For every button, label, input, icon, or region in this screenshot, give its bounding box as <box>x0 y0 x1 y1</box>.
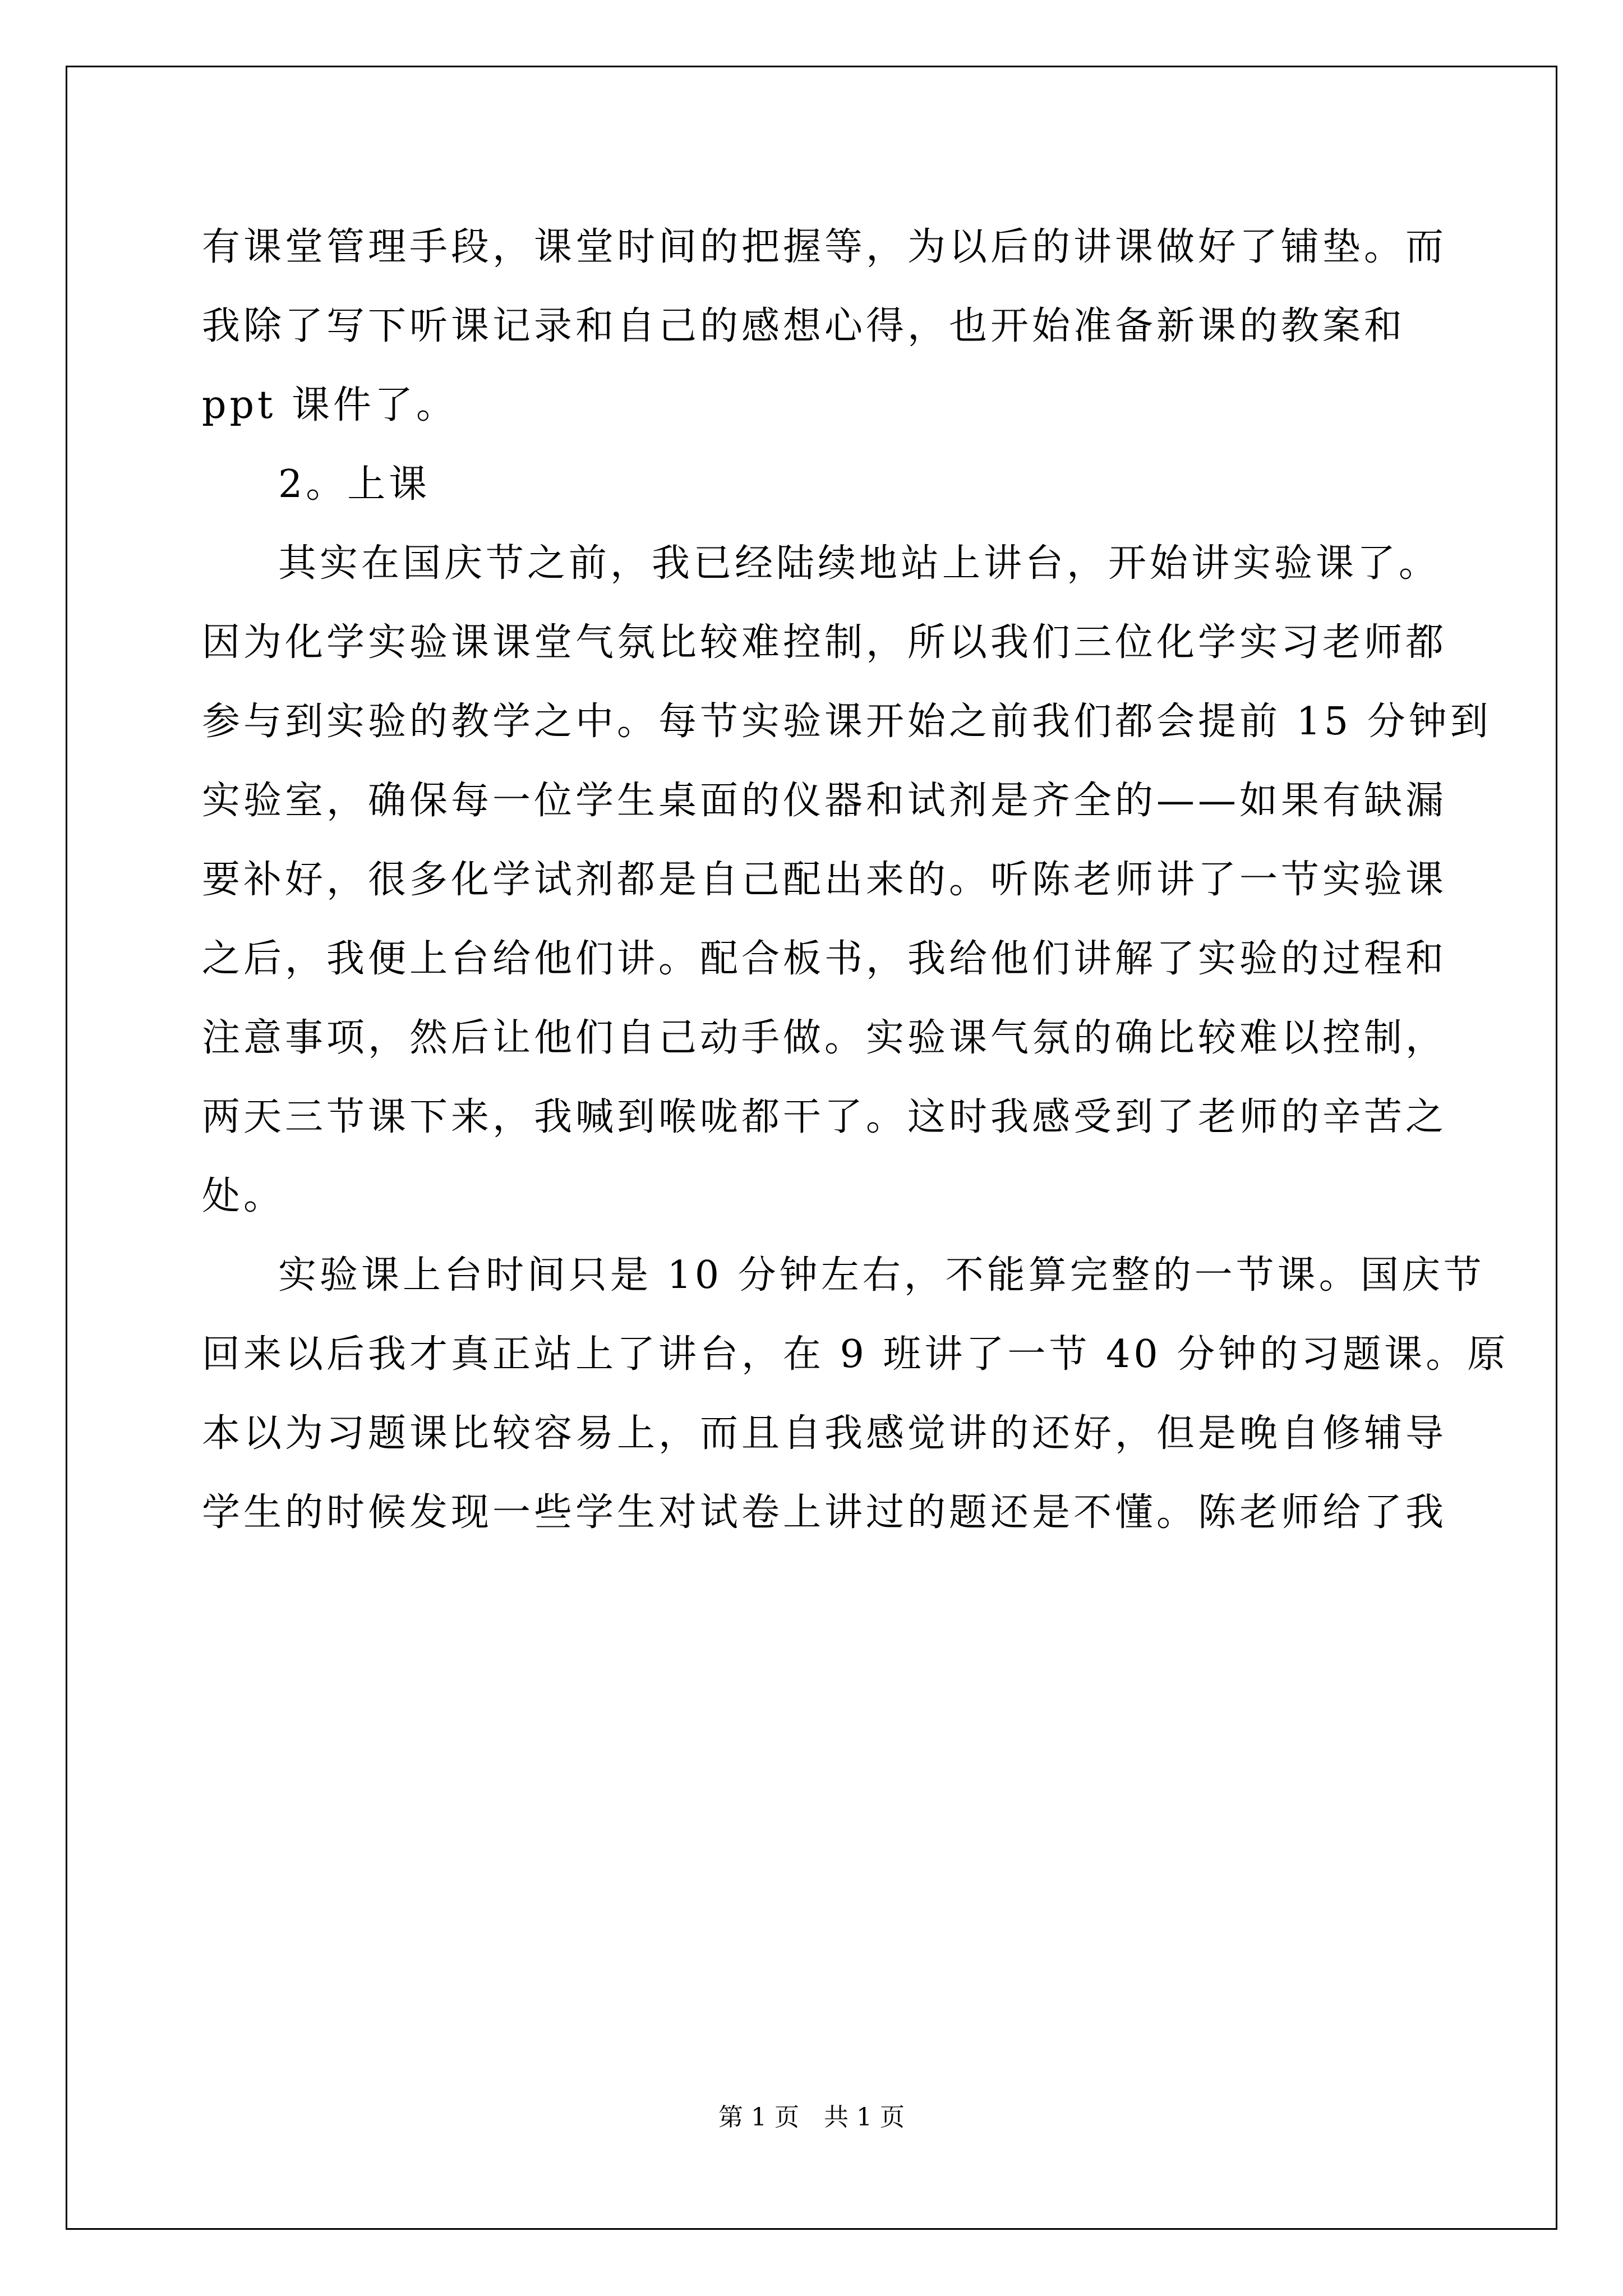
text-line-9: 要补好，很多化学试剂都是自己配出来的。听陈老师讲了一节实验课 <box>202 858 1447 902</box>
text-line-1: 有课堂管理手段，课堂时间的把握等，为以后的讲课做好了铺垫。而 <box>202 225 1447 269</box>
text-line-2: 我除了写下听课记录和自己的感想心得，也开始准备新课的教案和 <box>202 304 1406 348</box>
text-line-6: 因为化学实验课课堂气氛比较难控制，所以我们三位化学实习老师都 <box>202 620 1447 665</box>
text-line-13: 处。 <box>202 1174 285 1218</box>
text-line-14: 实验课上台时间只是 10 分钟左右，不能算完整的一节课。国庆节 <box>278 1253 1485 1297</box>
text-line-15: 回来以后我才真正站上了讲台，在 9 班讲了一节 40 分钟的习题课。原 <box>202 1332 1509 1377</box>
text-line-8: 实验室，确保每一位学生桌面的仪器和试剂是齐全的——如果有缺漏 <box>202 779 1447 823</box>
text-line-3: ppt 课件了。 <box>202 383 458 427</box>
section-heading: 2。上课 <box>278 462 431 507</box>
page-number: 第 1 页 <box>718 2103 799 2132</box>
document-body <box>202 208 1509 1552</box>
text-line-16: 本以为习题课比较容易上，而且自我感觉讲的还好，但是晚自修辅导 <box>202 1411 1447 1456</box>
text-line-17: 学生的时候发现一些学生对试卷上讲过的题还是不懂。陈老师给了我 <box>202 1490 1447 1535</box>
page-footer <box>0 2101 1623 2134</box>
text-line-12: 两天三节课下来，我喊到喉咙都干了。这时我感受到了老师的辛苦之 <box>202 1095 1447 1139</box>
page-total: 共 1 页 <box>824 2103 905 2132</box>
text-line-10: 之后，我便上台给他们讲。配合板书，我给他们讲解了实验的过程和 <box>202 937 1447 981</box>
text-line-5: 其实在国庆节之前，我已经陆续地站上讲台，开始讲实验课了。 <box>278 541 1441 586</box>
text-line-11: 注意事项，然后让他们自己动手做。实验课气氛的确比较难以控制， <box>202 1016 1447 1060</box>
text-line-7: 参与到实验的教学之中。每节实验课开始之前我们都会提前 15 分钟到 <box>202 700 1492 744</box>
